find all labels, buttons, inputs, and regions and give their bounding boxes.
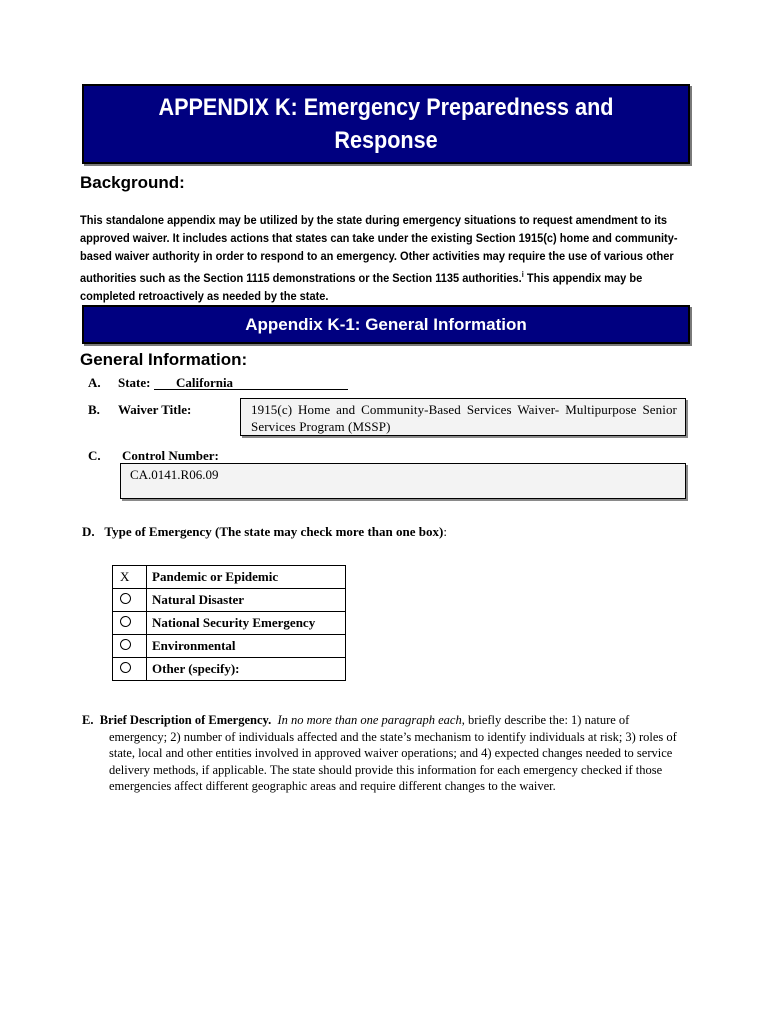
waiver-title-label: Waiver Title:	[118, 402, 192, 417]
emergency-option-checkbox[interactable]	[113, 658, 147, 681]
emergency-type-letter: D.	[82, 524, 95, 539]
control-number-field[interactable]	[120, 463, 686, 499]
brief-description-letter: E.	[82, 713, 94, 727]
emergency-option-label: National Security Emergency	[147, 612, 346, 635]
emergency-option-row[interactable]	[113, 635, 346, 658]
section-k1-banner	[82, 305, 690, 344]
emergency-type-label: Type of Emergency (The state may check more than one box)	[104, 524, 444, 539]
waiver-title-value: 1915(c) Home and Community-Based Services Waiver- Multipurpose Senior Services Program (MSSP)	[251, 402, 677, 434]
emergency-option-label: Other (specify):	[147, 658, 346, 681]
state-value: California	[176, 375, 234, 390]
control-number-letter: C.	[88, 448, 101, 463]
check-mark: X	[120, 569, 130, 584]
section-k1-title: Appendix K-1: General Information	[245, 314, 527, 334]
waiver-title-field[interactable]	[240, 398, 686, 436]
control-number-label: Control Number:	[122, 448, 219, 463]
emergency-option-checkbox[interactable]	[113, 589, 147, 612]
brief-description-italic: In no more than one paragraph each	[277, 713, 462, 727]
control-number-value: CA.0141.R06.09	[130, 467, 219, 482]
background-text: This standalone appendix may be utilized by the state during emergency situations to request amendment to its approved waiver. It includes actions that states can take under the existing Section 1915(c) home and community-based waiver authority in order to respond to an emergency. Other activities may require the use of various other authorities such as the Section 1115 demonstrations or the Section 1135 authorities.	[80, 213, 678, 285]
emergency-option-row[interactable]	[113, 566, 346, 589]
radio-circle-icon	[120, 616, 131, 627]
radio-circle-icon	[120, 662, 131, 673]
emergency-option-label: Pandemic or Epidemic	[147, 566, 346, 589]
state-field[interactable]	[154, 375, 348, 390]
emergency-option-row[interactable]	[113, 658, 346, 681]
appendix-title-banner	[82, 84, 690, 164]
background-heading: Background:	[80, 173, 185, 192]
general-info-heading: General Information:	[80, 350, 248, 369]
state-letter: A.	[88, 375, 101, 390]
emergency-type-suffix: :	[443, 524, 447, 539]
background-text-after: This appendix may be completed retroactively as needed by the state.	[80, 270, 643, 303]
waiver-title-letter: B.	[88, 402, 100, 417]
page-title: APPENDIX K: Emergency Preparedness and Response	[158, 94, 614, 154]
emergency-option-checkbox[interactable]	[113, 566, 147, 589]
emergency-option-checkbox[interactable]	[113, 612, 147, 635]
brief-description-text: , briefly describe the: 1) nature of emergency; 2) number of individuals affected and the state’s mechanism to identify individuals at risk; 3) roles of state, local and other entities involved in approved waiver operations; and 4) expected changes needed to service delivery methods, if applicable. The state should provide this information for each emergency checked if those emergencies affect different geographic areas and require different changes to the waiver.	[109, 713, 677, 794]
brief-description-label: Brief Description of Emergency.	[99, 713, 272, 727]
emergency-option-row[interactable]	[113, 612, 346, 635]
emergency-option-label: Natural Disaster	[147, 589, 346, 612]
background-paragraph	[80, 211, 687, 305]
emergency-option-row[interactable]	[113, 589, 346, 612]
radio-circle-icon	[120, 639, 131, 650]
footnote-mark: i	[521, 269, 524, 279]
state-label: State:	[118, 375, 151, 390]
radio-circle-icon	[120, 593, 131, 604]
brief-description-paragraph	[82, 712, 682, 795]
emergency-option-checkbox[interactable]	[113, 635, 147, 658]
emergency-type-heading	[82, 524, 447, 540]
emergency-option-label: Environmental	[147, 635, 346, 658]
emergency-type-table	[112, 565, 346, 681]
